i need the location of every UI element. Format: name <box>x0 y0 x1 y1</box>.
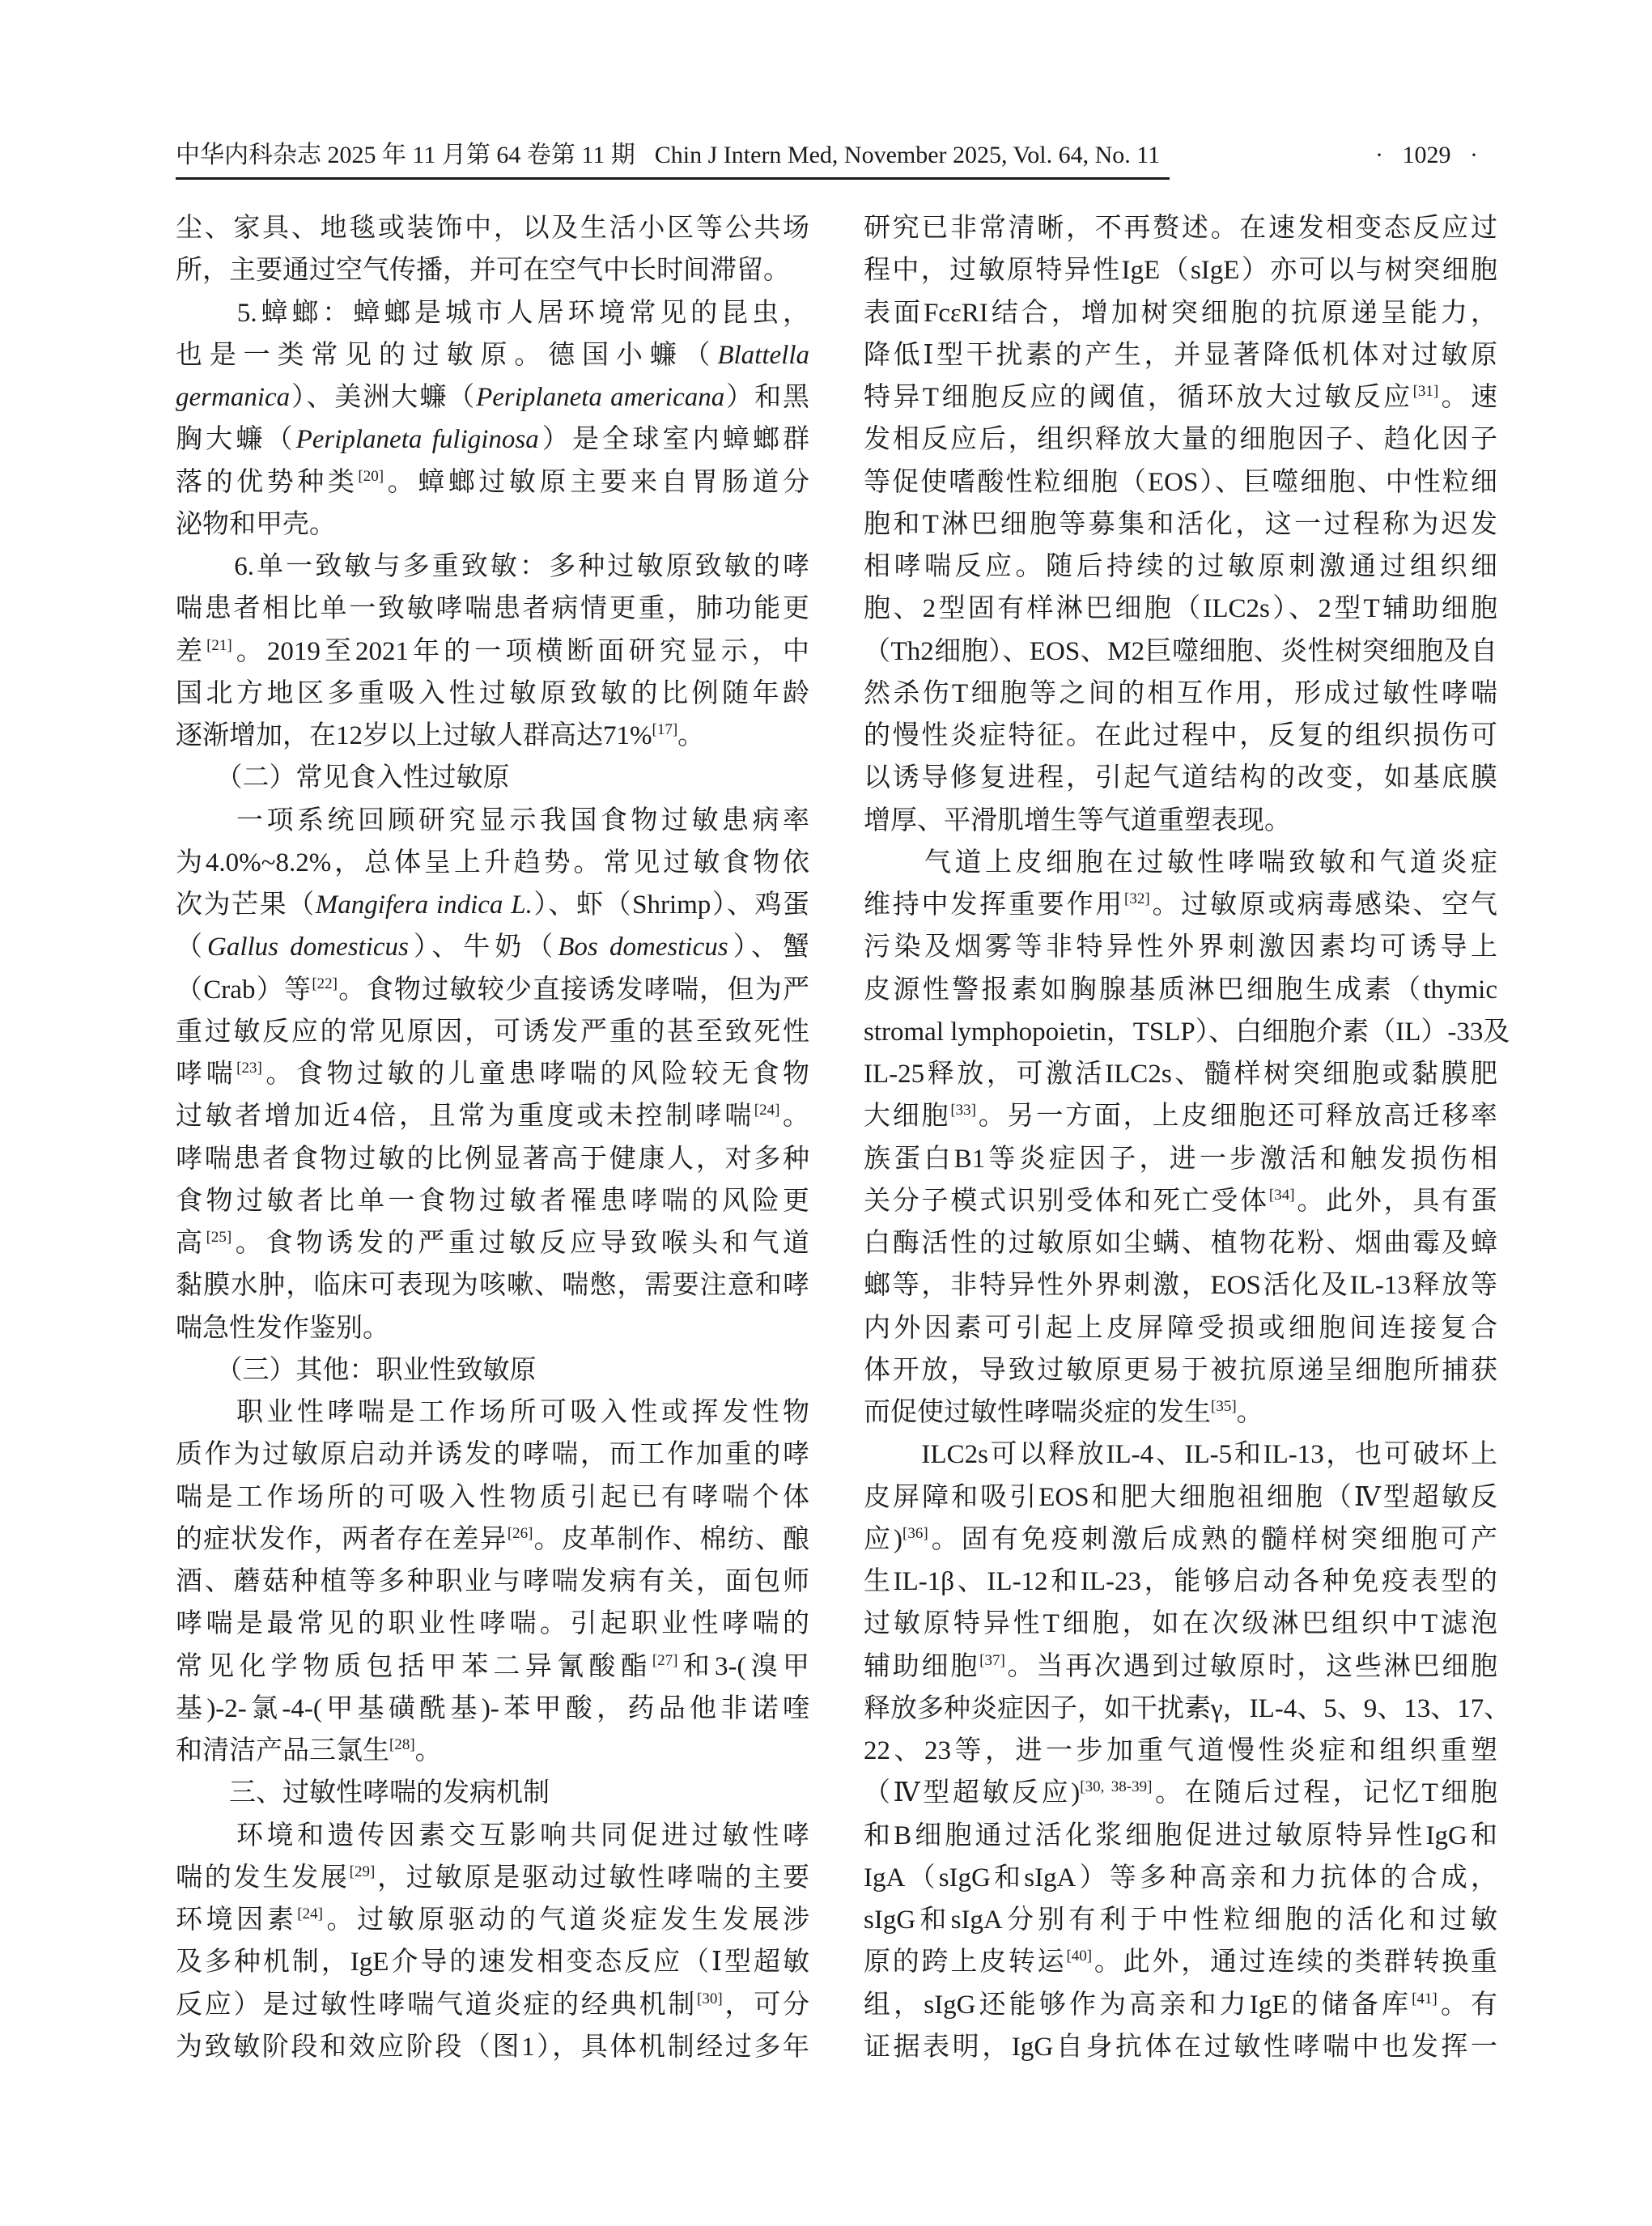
text-line: 三、过敏性哮喘的发病机制 <box>176 1778 550 1808</box>
text-line: 关分子模式识别受体和死亡受体[34]。此外，具有蛋 <box>864 1186 1498 1216</box>
text-line: （Ⅳ型超敏反应)[30, 38-39]。在随后过程，记忆T细胞 <box>864 1778 1497 1808</box>
text-line: 喘是工作场所的可吸入性物质引起已有哮喘个体 <box>176 1482 809 1512</box>
text-line: 环境因素[24]。过敏原驱动的气道炎症发生发展涉 <box>176 1905 810 1935</box>
text-line: 大细胞[33]。另一方面，上皮细胞还可释放高迁移率 <box>864 1102 1498 1132</box>
text-line: 食物过敏者比单一食物过敏者罹患哮喘的风险更 <box>176 1186 809 1216</box>
text-line: 维持中发挥重要作用[32]。过敏原或病毒感染、空气 <box>864 890 1498 920</box>
text-line: 生IL-1β、IL-12和IL-23，能够启动各种免疫表型的 <box>864 1567 1497 1596</box>
text-line: 证据表明，IgG自身抗体在过敏性哮喘中也发挥一 <box>864 2032 1497 2062</box>
text-line: 酒、蘑菇种植等多种职业与哮喘发病有关，面包师 <box>176 1567 809 1596</box>
text-line: 等促使嗜酸性粒细胞（EOS）、巨噬细胞、中性粒细 <box>864 467 1497 497</box>
text-line: 白酶活性的过敏原如尘螨、植物花粉、烟曲霉及蟑 <box>864 1229 1497 1258</box>
text-line: 胸大蠊（Periplaneta fuliginosa）是全球室内蟑螂群 <box>176 425 810 455</box>
text-line: 反应）是过敏性哮喘气道炎症的经典机制[30]，可分 <box>176 1990 810 2020</box>
text-line: 逐渐增加，在12岁以上过敏人群高达71%[17]。 <box>176 721 705 750</box>
text-line: stromal lymphopoietin，TSLP）、白细胞介素（IL）-33及 <box>864 1017 1510 1047</box>
text-line: 增厚、平滑肌增生等气道重塑表现。 <box>864 805 1291 835</box>
text-line: 国北方地区多重吸入性过敏原致敏的比例随年龄 <box>176 678 809 708</box>
text-line: 高[25]。食物诱发的严重过敏反应导致喉头和气道 <box>176 1229 810 1258</box>
text-line: 过敏原特异性T细胞，如在次级淋巴组织中T滤泡 <box>864 1609 1497 1639</box>
text-line: 一项系统回顾研究显示我国食物过敏患病率 <box>176 805 809 835</box>
text-line: 胞、2型固有样淋巴细胞（ILC2s）、2型T辅助细胞 <box>864 594 1497 624</box>
text-line: 基)-2-氯-4-(甲基磺酰基)-苯甲酸，药品他非诺喹 <box>176 1693 809 1723</box>
text-line: 胞和T淋巴细胞等募集和活化，这一过程称为迟发 <box>864 509 1497 539</box>
text-line: 族蛋白B1等炎症因子，进一步激活和触发损伤相 <box>864 1144 1497 1174</box>
text-line: 落的优势种类[20]。蟑螂过敏原主要来自胃肠道分 <box>176 467 810 497</box>
text-line: 哮喘[23]。食物过敏的儿童患哮喘的风险较无食物 <box>176 1060 810 1089</box>
text-line: 辅助细胞[37]。当再次遇到过敏原时，这些淋巴细胞 <box>864 1651 1498 1681</box>
text-line: 释放多种炎症因子，如干扰素γ，IL-4、5、9、13、17、 <box>864 1693 1511 1723</box>
text-line: 气道上皮细胞在过敏性哮喘致敏和气道炎症 <box>864 847 1497 877</box>
text-line: （二）常见食入性过敏原 <box>176 763 510 793</box>
text-line: 次为芒果（Mangifera indica L.）、虾（Shrimp）、鸡蛋 <box>176 890 810 920</box>
article-body <box>176 207 1511 2068</box>
text-line: 所，主要通过空气传播，并可在空气中长时间滞留。 <box>176 256 790 286</box>
journal-header-underlined <box>176 134 1170 180</box>
text-line: 组，sIgG还能够作为高亲和力IgE的储备库[41]。有 <box>864 1990 1498 2020</box>
text-line: 6.单一致敏与多重致敏：多种过敏原致敏的哮 <box>176 552 809 581</box>
text-line: （三）其他：职业性致敏原 <box>176 1355 537 1385</box>
text-line: 黏膜水肿，临床可表现为咳嗽、喘憋，需要注意和哮 <box>176 1271 809 1301</box>
text-line: 喘患者相比单一致敏哮喘患者病情更重，肺功能更 <box>176 594 809 624</box>
text-line: 内外因素可引起上皮屏障受损或细胞间连接复合 <box>864 1313 1497 1343</box>
text-line: 污染及烟雾等非特异性外界刺激因素均可诱导上 <box>864 932 1497 962</box>
text-line: 和B细胞通过活化浆细胞促进过敏原特异性IgG和 <box>864 1820 1497 1850</box>
text-line: 常见化学物质包括甲苯二异氰酸酯[27]和3-(溴甲 <box>176 1651 810 1681</box>
text-line: 尘、家具、地毯或装饰中，以及生活小区等公共场 <box>176 214 809 243</box>
text-line: sIgG和sIgA分别有利于中性粒细胞的活化和过敏 <box>864 1905 1497 1935</box>
text-line: 而促使过敏性哮喘炎症的发生[35]。 <box>864 1398 1263 1427</box>
text-line: 特异T细胞反应的阈值，循环放大过敏反应[31]。速 <box>864 383 1497 412</box>
text-line: 喘急性发作鉴别。 <box>176 1313 389 1343</box>
text-line: 5.蟑螂：蟑螂是城市人居环境常见的昆虫， <box>176 298 809 328</box>
text-line: 为4.0%~8.2%，总体呈上升趋势。常见过敏食物依 <box>176 847 809 877</box>
text-line: 也是一类常见的过敏原。德国小蠊（Blattella <box>176 340 809 370</box>
text-line: 泌物和甲壳。 <box>176 509 336 539</box>
page-number: · 1029 · <box>1375 142 1478 168</box>
text-line: 差[21]。2019至2021年的一项横断面研究显示，中 <box>176 636 810 666</box>
text-line: 喘的发生发展[29]，过敏原是驱动过敏性哮喘的主要 <box>176 1863 810 1893</box>
text-line: （Th2细胞）、EOS、M2巨噬细胞、炎性树突细胞及自 <box>864 636 1497 666</box>
text-line: IgA（sIgG和sIgA）等多种高亲和力抗体的合成， <box>864 1863 1497 1893</box>
text-line: germanica）、美洲大蠊（Periplaneta americana）和黑 <box>176 383 810 412</box>
text-line: 重过敏反应的常见原因，可诱发严重的甚至致死性 <box>176 1017 809 1047</box>
right-column <box>864 207 1511 2068</box>
text-line: 表面FcεRI结合，增加树突细胞的抗原递呈能力， <box>864 298 1497 328</box>
text-line: 程中，过敏原特异性IgE（sIgE）亦可以与树突细胞 <box>864 256 1497 286</box>
text-line: 哮喘是最常见的职业性哮喘。引起职业性哮喘的 <box>176 1609 809 1639</box>
text-line: 发相反应后，组织释放大量的细胞因子、趋化因子 <box>864 425 1497 455</box>
text-line: 降低Ⅰ型干扰素的产生，并显著降低机体对过敏原 <box>864 340 1497 370</box>
text-line: 哮喘患者食物过敏的比例显著高于健康人，对多种 <box>176 1144 809 1174</box>
text-line: 职业性哮喘是工作场所可吸入性或挥发性物 <box>176 1398 809 1427</box>
text-line: 过敏者增加近4倍，且常为重度或未控制哮喘[24]。 <box>176 1102 810 1132</box>
journal-title-cn: 中华内科杂志 2025 年 11 月第 64 卷第 11 期 <box>176 142 635 168</box>
text-line: 原的跨上皮转运[40]。此外，通过连续的类群转换重 <box>864 1948 1498 1977</box>
text-line: ILC2s可以释放IL-4、IL-5和IL-13，也可破坏上 <box>864 1440 1497 1470</box>
text-line: 的慢性炎症特征。在此过程中，反复的组织损伤可 <box>864 721 1497 750</box>
text-line: 质作为过敏原启动并诱发的哮喘，而工作加重的哮 <box>176 1440 809 1470</box>
text-line: （Gallus domesticus）、牛奶（Bos domesticus）、蟹 <box>176 932 810 962</box>
left-column <box>176 207 809 2068</box>
text-line: 以诱导修复进程，引起气道结构的改变，如基底膜 <box>864 763 1497 793</box>
text-line: 22、23等，进一步加重气道慢性炎症和组织重塑 <box>864 1736 1497 1765</box>
text-line: 皮屏障和吸引EOS和肥大细胞祖细胞（Ⅳ型超敏反 <box>864 1482 1497 1512</box>
text-line: IL-25释放，可激活ILC2s、髓样树突细胞或黏膜肥 <box>864 1060 1497 1089</box>
text-line: 然杀伤T细胞等之间的相互作用，形成过敏性哮喘 <box>864 678 1497 708</box>
text-line: 螂等，非特异性外界刺激，EOS活化及IL-13释放等 <box>864 1271 1497 1301</box>
text-line: 和清洁产品三氯生[28]。 <box>176 1736 442 1765</box>
text-line: 为致敏阶段和效应阶段（图1），具体机制经过多年 <box>176 2032 809 2062</box>
text-line: 应)[36]。固有免疫刺激后成熟的髓样树突细胞可产 <box>864 1524 1497 1554</box>
text-line: 研究已非常清晰，不再赘述。在速发相变态反应过 <box>864 214 1497 243</box>
text-line: 体开放，导致过敏原更易于被抗原递呈细胞所捕获 <box>864 1355 1497 1385</box>
text-line: （Crab）等[22]。食物过敏较少直接诱发哮喘，但为严 <box>176 975 809 1005</box>
text-line: 皮源性警报素如胸腺基质淋巴细胞生成素（thymic <box>864 975 1497 1005</box>
running-head <box>176 134 1496 180</box>
text-line: 及多种机制，IgE介导的速发相变态反应（Ⅰ型超敏 <box>176 1948 809 1977</box>
text-line: 相哮喘反应。随后持续的过敏原刺激通过组织细 <box>864 552 1497 581</box>
journal-title-en: Chin J Intern Med, November 2025, Vol. 64, No. 11 <box>654 142 1161 168</box>
text-line: 的症状发作，两者存在差异[26]。皮革制作、棉纺、酿 <box>176 1524 810 1554</box>
text-line: 环境和遗传因素交互影响共同促进过敏性哮 <box>176 1820 809 1850</box>
